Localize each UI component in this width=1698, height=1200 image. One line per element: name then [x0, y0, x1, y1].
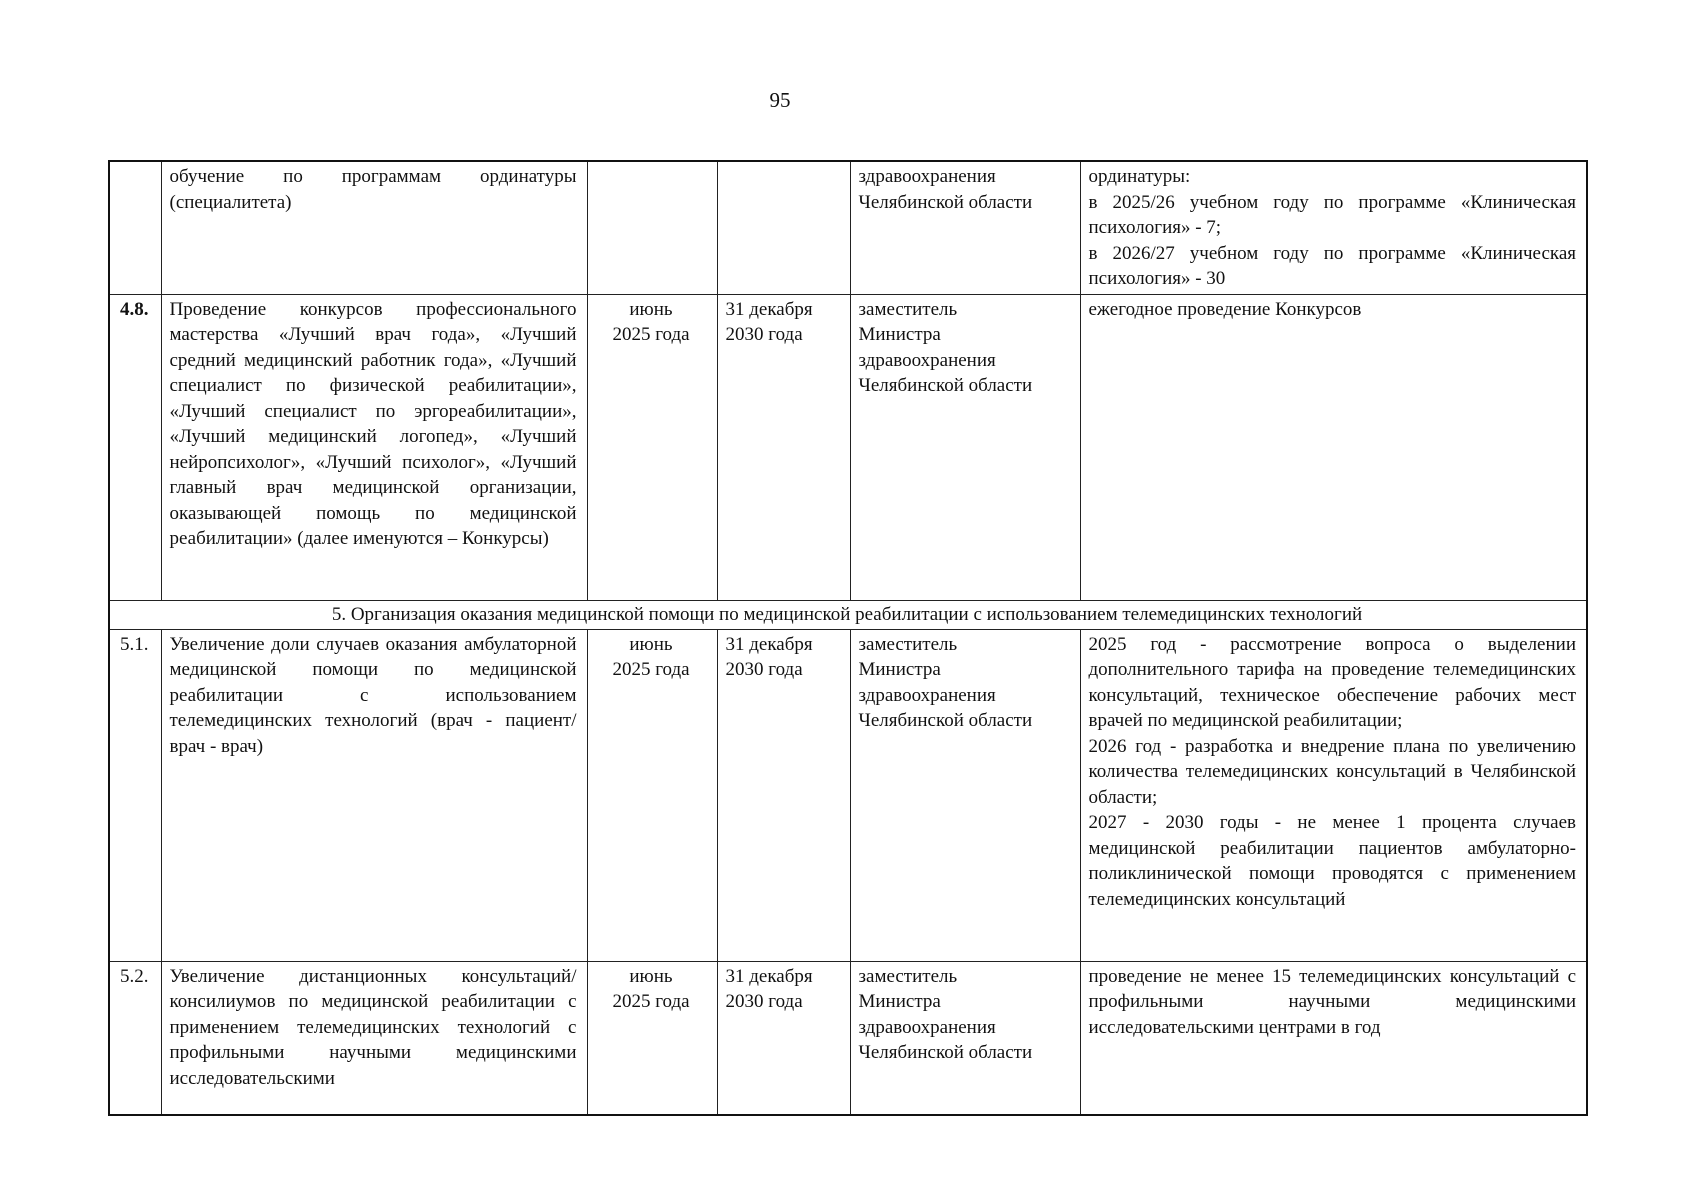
end-date-cell: 31 декабря 2030 года [717, 629, 850, 961]
table-row [109, 961, 1587, 1115]
task-cell: Увеличение доли случаев оказания амбулаторной медицинской помощи по медицинской реабилитации с использованием телемедицинских технологий (врач - пациент/врач - врач) [161, 629, 587, 961]
start-date-cell: июнь 2025 года [587, 294, 717, 600]
row-number [109, 161, 161, 294]
responsible-cell: заместитель Министра здравоохранения Челябинской области [850, 961, 1080, 1115]
row-number: 5.1. [109, 629, 161, 961]
responsible-cell: здравоохранения Челябинской области [850, 161, 1080, 294]
table-row [109, 629, 1587, 961]
table-row [109, 294, 1587, 600]
start-date-cell: июнь 2025 года [587, 961, 717, 1115]
action-plan-table [108, 160, 1588, 1116]
responsible-cell: заместитель Министра здравоохранения Челябинской области [850, 629, 1080, 961]
result-cell: ежегодное проведение Конкурсов [1080, 294, 1587, 600]
table-row [109, 161, 1587, 294]
result-cell: проведение не менее 15 телемедицинских консультаций с профильными научными медицинскими исследовательскими центрами в год [1080, 961, 1587, 1115]
end-date-cell: 31 декабря 2030 года [717, 961, 850, 1115]
section-title: 5. Организация оказания медицинской помощи по медицинской реабилитации с использованием телемедицинских технологий [109, 600, 1587, 629]
start-date-cell: июнь 2025 года [587, 629, 717, 961]
end-date-cell: 31 декабря 2030 года [717, 294, 850, 600]
task-cell: Проведение конкурсов профессионального мастерства «Лучший врач года», «Лучший средний медицинский работник года», «Лучший специалист по физической реабилитации», «Лучший специалист по эргореабилитации», «Лучший медицинский логопед», «Лучший нейропсихолог», «Лучший психолог», «Лучший главный врач медицинской организации, оказывающей помощь по медицинской реабилитации» (далее именуются – Конкурсы) [161, 294, 587, 600]
section-header-row [109, 600, 1587, 629]
end-date-cell [717, 161, 850, 294]
responsible-cell: заместитель Министра здравоохранения Челябинской области [850, 294, 1080, 600]
result-cell: ординатуры: в 2025/26 учебном году по программе «Клиническая психология» - 7; в 2026/27 учебном году по программе «Клиническая психология» - 30 [1080, 161, 1587, 294]
task-cell: обучение по программам ординатуры (специалитета) [161, 161, 587, 294]
start-date-cell [587, 161, 717, 294]
row-number: 4.8. [109, 294, 161, 600]
page-number: 95 [769, 88, 791, 112]
result-cell: 2025 год - рассмотрение вопроса о выделении дополнительного тарифа на проведение телемедицинских консультаций, техническое обеспечение рабочих мест врачей по медицинской реабилитации; 2026 год - разработка и внедрение плана по увеличению количества телемедицинских консультаций в Челябинской области; 2027 - 2030 годы - не менее 1 процента случаев медицинской реабилитации пациентов амбулаторно-поликлинической помощи проводятся с применением телемедицинских консультаций [1080, 629, 1587, 961]
task-cell: Увеличение дистанционных консультаций/консилиумов по медицинской реабилитации с применением телемедицинских технологий с профильными научными медицинскими исследовательскими [161, 961, 587, 1115]
row-number: 5.2. [109, 961, 161, 1115]
